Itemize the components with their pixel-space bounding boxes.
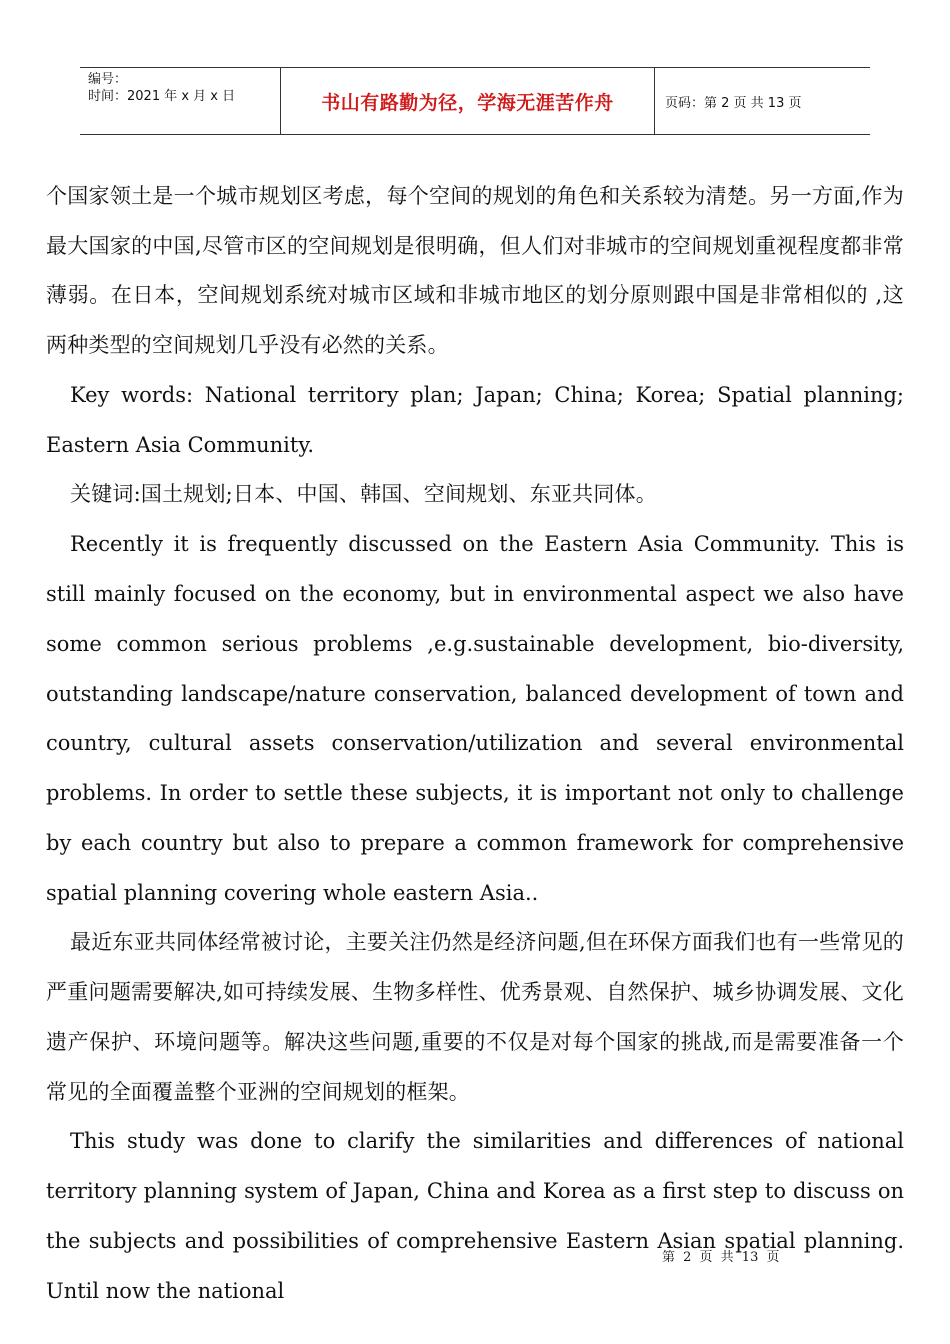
paragraph-keywords-english: Key words: National territory plan; Japan; China; Korea; Spatial planning; Eastern Asia Community. (46, 382, 904, 457)
paragraph-english-community: Recently it is frequently discussed on the Eastern Asia Community. This is still mainly focused on the economy, but in environmental aspect we also have some common serious problems ,e.g.sustainable development, bio-diversity, outstanding landscape/nature conservation, balanced development of town and country, cultural assets conservation/utilization and several environmental problems. In order to settle these subjects, it is important not only to challenge by each country but also to prepare a common framework for comprehensive spatial planning covering whole eastern Asia.. (46, 532, 904, 905)
document-body (46, 172, 904, 1316)
paragraph-keywords-chinese: 关键词:国土规划;日本、中国、韩国、空间规划、东亚共同体。 (70, 482, 657, 507)
document-number-label: 编号： (88, 72, 128, 87)
page-header (80, 67, 870, 135)
paragraph-chinese-continuation: 个国家领土是一个城市规划区考虑，每个空间的规划的角色和关系较为清楚。另一方面,作为最大国家的中国,尽管市区的空间规划是很明确，但人们对非城市的空间规划重视程度都非常薄弱。在日本，空间规划系统对城市区域和非城市地区的划分原则跟中国是非常相似的 ,这两种类型的空间规划几乎没有必然的关系。 (46, 184, 904, 358)
paragraph-english-study: This study was done to clarify the similarities and differences of national territory planning system of Japan, China and Korea as a first step to discuss on the subjects and possibilities of comprehensive Eastern Asian spatial planning. Until now the national (46, 1129, 904, 1303)
header-meta (80, 68, 281, 134)
document-time-label: 时间：2021 年 x 月 x 日 (88, 89, 236, 104)
header-motto: 书山有路勤为径，学海无涯苦作舟 (281, 68, 655, 134)
page-footer: 第 2 页 共 13 页 (662, 1250, 780, 1265)
header-page-info: 页码：第 2 页 共 13 页 (665, 95, 802, 111)
paragraph-chinese-community: 最近东亚共同体经常被讨论，主要关注仍然是经济问题,但在环保方面我们也有一些常见的严重问题需要解决,如可持续发展、生物多样性、优秀景观、自然保护、城乡协调发展、文化遗产保护、环境问题等。解决这些问题,重要的不仅是对每个国家的挑战,而是需要准备一个常见的全面覆盖整个亚洲的空间规划的框架。 (46, 930, 904, 1104)
